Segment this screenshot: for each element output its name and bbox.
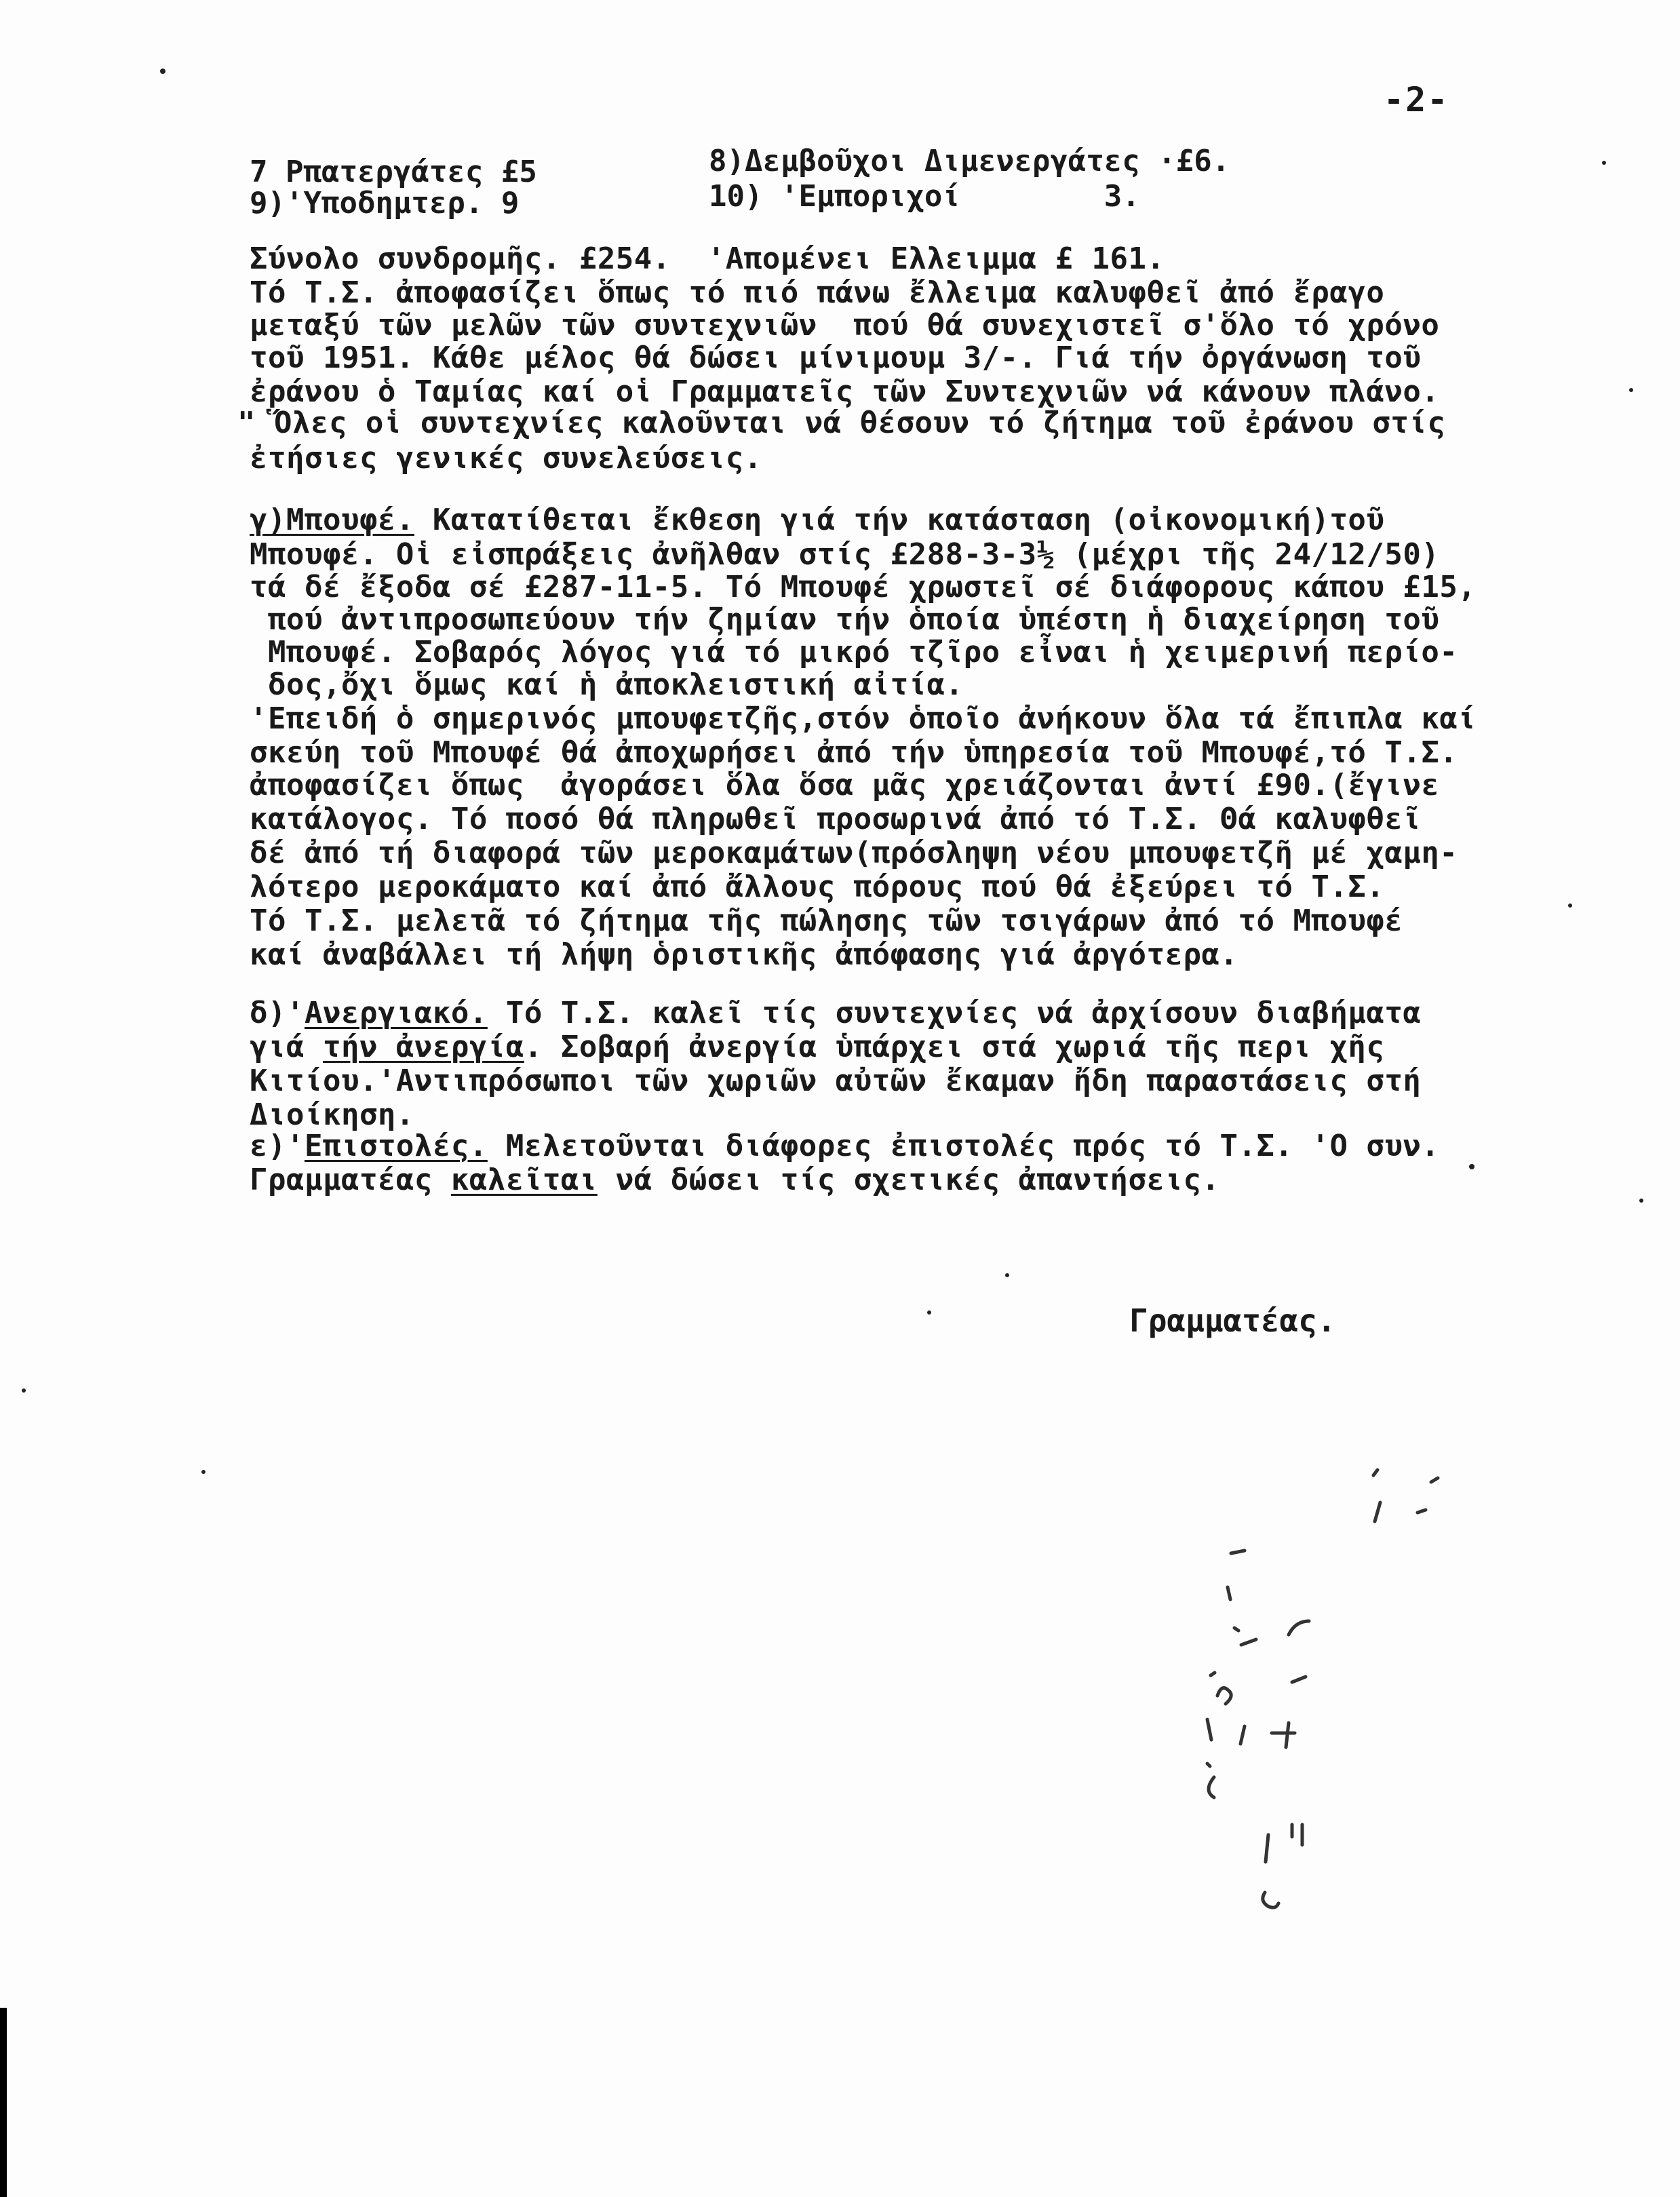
text-fragment: νά δώσει τίς σχετικές ἀπαντήσεις.	[597, 1163, 1220, 1197]
page-number: -2-	[1384, 80, 1449, 119]
underlined-text: καλεῖται	[450, 1163, 598, 1197]
text-line: τά δέ ἔξοδα σέ £287-11-5. Τό Μπουφέ χρωστεῖ σέ διάφορους κάπου £15,	[250, 570, 1477, 604]
text-fragment: . Σοβαρή ἀνεργία ὑπάρχει στά χωριά τῆς περι χῆς	[524, 1030, 1385, 1064]
list-item: 7 Ρπατεργάτες £5	[250, 155, 537, 189]
text-line: Τό Τ.Σ. ἀποφασίζει ὅπως τό πιό πάνω ἔλλειμα καλυφθεῖ ἀπό ἔραγο	[250, 275, 1385, 310]
scan-edge-shadow	[0, 2008, 7, 2197]
underlined-text: τήν ἀνεργία	[322, 1030, 524, 1064]
list-item: 8)Δεμβοῦχοι Διμενεργάτες ·£6.	[709, 144, 1230, 178]
text-line: ἐτήσιες γενικές συνελεύσεις.	[250, 441, 762, 475]
text-line: τοῦ 1951. Κάθε μέλος θά δώσει μίνιμουμ 3/-. Γιά τήν ὀργάνωση τοῦ	[250, 341, 1422, 375]
section-heading: Ανεργιακό.	[304, 996, 488, 1030]
text-fragment: Τό Τ.Σ. καλεῖ τίς συντεχνίες νά ἀρχίσουν διαβήματα	[487, 996, 1422, 1030]
text-line: Τό Τ.Σ. μελετᾶ τό ζήτημα τῆς πώλησης τῶν τσιγάρων ἀπό τό Μπουφέ	[250, 903, 1403, 938]
text-line: καί ἀναβάλλει τή λήψη ὁριστικῆς ἀπόφασης γιά ἀργότερα.	[250, 937, 1238, 972]
text-line: ἀποφασίζει ὅπως ἀγοράσει ὅλα ὅσα μᾶς χρειάζονται ἀντί £90.(ἔγινε	[250, 768, 1440, 802]
list-item: 10) 'Εμποριχοί 3.	[709, 179, 1140, 214]
text-line: δέ ἀπό τή διαφορά τῶν μεροκαμάτων(πρόσληψη νέου μπουφετζῆ μέ χαμη-	[250, 836, 1458, 870]
text-line: Κιτίου.'Αντιπρόσωποι τῶν χωριῶν αὐτῶν ἔκαμαν ἤδη παραστάσεις στή	[250, 1064, 1422, 1098]
text-line: πού ἀντιπροσωπεύουν τήν ζημίαν τήν ὁποία ὑπέστη ἡ διαχείρηση τοῦ	[250, 602, 1440, 637]
text-fragment: γιά	[250, 1030, 323, 1064]
text-line: Μπουφέ. Σοβαρός λόγος γιά τό μικρό τζῖρο εἶναι ἡ χειμερινή περίο-	[250, 635, 1458, 669]
text-line: κατάλογος. Τό ποσό θά πληρωθεῖ προσωρινά ἀπό τό Τ.Σ. Θά καλυφθεῖ	[250, 802, 1422, 836]
text-fragment: Κατατίθεται ἔκθεση γιά τήν κατάσταση (οἰκονομική)τοῦ	[414, 503, 1385, 537]
list-item: 9)'Υποδημτερ. 9	[250, 186, 520, 220]
section-heading: γ)Μπουφέ.	[250, 503, 414, 537]
text-line: Μπουφέ. Οἱ εἰσπράξεις ἀνῆλθαν στίς £288-3-3½ (μέχρι τῆς 24/12/50)	[250, 537, 1440, 572]
text-fragment: ε)'	[250, 1129, 305, 1163]
text-fragment: δ)'	[250, 996, 305, 1030]
text-line: Διοίκηση.	[250, 1097, 414, 1132]
text-line: λότερο μεροκάματο καί ἀπό ἄλλους πόρους πού θά ἐξεύρει τό Τ.Σ.	[250, 870, 1385, 904]
text-line: δος,ὄχι ὅμως καί ἡ ἀποκλειστική αἰτία.	[250, 667, 964, 702]
text-fragment: Μελετοῦνται διάφορες ἐπιστολές πρός τό Τ.Σ. 'Ο συν.	[487, 1129, 1440, 1163]
text-line: 'Επειδή ὁ σημερινός μπουφετζῆς,στόν ὁποῖο ἀνήκουν ὅλα τά ἔπιπλα καί	[250, 701, 1477, 736]
text-line: ἐράνου ὁ Ταμίας καί οἱ Γραμματεῖς τῶν Συντεχνιῶν νά κάνουν πλάνο.	[250, 374, 1440, 409]
signature-label: Γραμματέας.	[1129, 1302, 1336, 1339]
text-line: μεταξύ τῶν μελῶν τῶν συντεχνιῶν πού θά συνεχιστεῖ σ'ὅλο τό χρόνο	[250, 308, 1440, 343]
text-line: " Ὅλες οἱ συντεχνίες καλοῦνται νά θέσουν τό ζήτημα τοῦ ἐράνου στίς	[237, 406, 1446, 440]
text-line: Σύνολο συνδρομῆς. £254. 'Απομένει Ελλειμμα £ 161.	[250, 241, 1165, 276]
section-heading: Επιστολές.	[304, 1129, 488, 1163]
text-fragment: Γραμματέας	[250, 1163, 451, 1197]
text-line: σκεύη τοῦ Μπουφέ θά ἀποχωρήσει ἀπό τήν ὑπηρεσία τοῦ Μπουφέ,τό Τ.Σ.	[250, 735, 1458, 770]
